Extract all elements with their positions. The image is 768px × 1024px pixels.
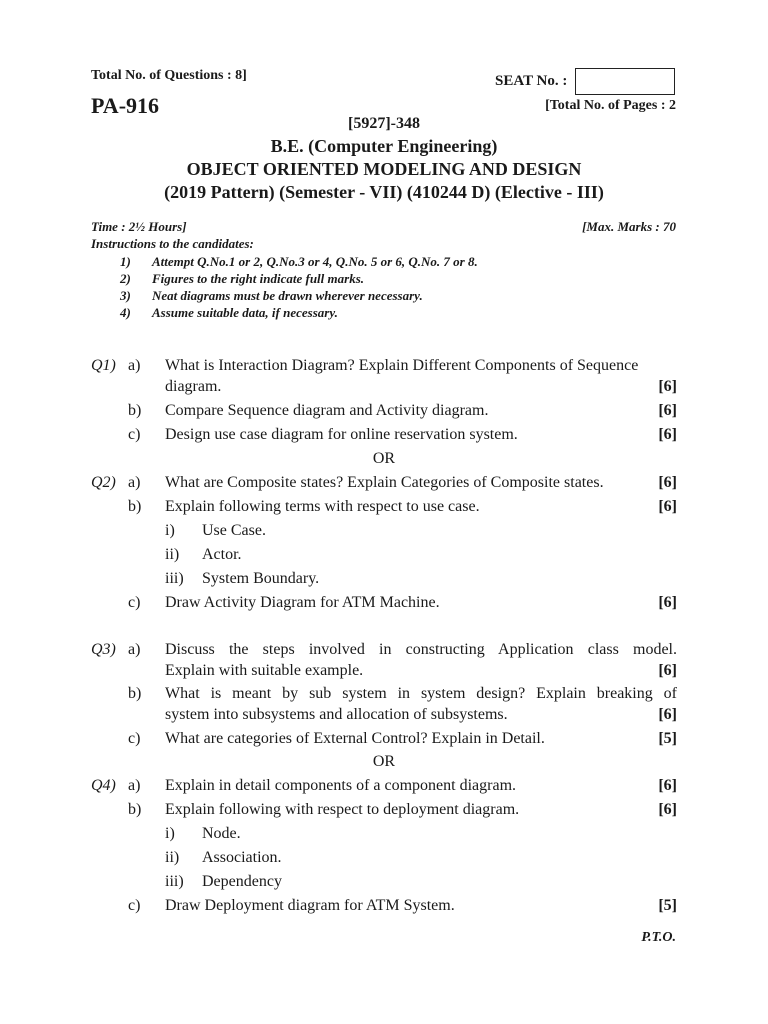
- question-text: What is Interaction Diagram? Explain Different Components of Sequence: [165, 357, 639, 374]
- list-item-number: i): [165, 825, 175, 842]
- marks: [6]: [658, 402, 677, 419]
- marks: [6]: [658, 801, 677, 818]
- time-allowed: Time : 2½ Hours]: [91, 219, 187, 234]
- question-label-q3: Q3): [91, 641, 116, 658]
- marks: [6]: [658, 498, 677, 515]
- marks: [6]: [658, 777, 677, 794]
- instructions-heading: Instructions to the candidates:: [91, 236, 254, 251]
- question-text: Discuss the steps involved in constructing Application class model.: [165, 641, 677, 658]
- total-questions: Total No. of Questions : 8]: [91, 68, 247, 83]
- subquestion-label: b): [128, 498, 142, 515]
- list-item-number: ii): [165, 546, 180, 563]
- question-label-q2: Q2): [91, 474, 116, 491]
- question-text: Explain in detail components of a component diagram.: [165, 777, 517, 794]
- question-text: Design use case diagram for online reservation system.: [165, 426, 518, 443]
- question-label-q4: Q4): [91, 777, 116, 794]
- max-marks: [Max. Marks : 70: [582, 219, 676, 234]
- seat-number-label: SEAT No. :: [495, 73, 568, 89]
- instruction-text: Neat diagrams must be drawn wherever necessary.: [152, 288, 423, 303]
- marks: [6]: [658, 706, 677, 723]
- question-text: system into subsystems and allocation of subsystems.: [165, 706, 508, 723]
- instruction-text: Assume suitable data, if necessary.: [152, 305, 338, 320]
- instruction-number: 2): [120, 271, 131, 286]
- subquestion-label: a): [128, 474, 141, 491]
- list-item: Association.: [202, 849, 282, 866]
- list-item-number: iii): [165, 570, 184, 587]
- question-text: Explain following with respect to deployment diagram.: [165, 801, 520, 818]
- subquestion-label: c): [128, 730, 141, 747]
- exam-code: [5927]-348: [348, 115, 420, 132]
- instruction-number: 4): [120, 305, 131, 320]
- instruction-text: Figures to the right indicate full marks.: [152, 271, 365, 286]
- instruction-number: 1): [120, 254, 131, 269]
- pattern-line: (2019 Pattern) (Semester - VII) (410244 D) (Elective - III): [164, 182, 604, 202]
- marks: [5]: [658, 897, 677, 914]
- question-text: What is meant by sub system in system design? Explain breaking of: [165, 685, 677, 702]
- list-item-number: iii): [165, 873, 184, 890]
- question-text: Draw Activity Diagram for ATM Machine.: [165, 594, 440, 611]
- degree-title: B.E. (Computer Engineering): [270, 136, 498, 156]
- list-item: System Boundary.: [202, 570, 320, 587]
- subject-title: OBJECT ORIENTED MODELING AND DESIGN: [186, 159, 582, 179]
- question-text: Compare Sequence diagram and Activity diagram.: [165, 402, 489, 419]
- paper-code: PA-916: [91, 93, 160, 118]
- subquestion-label: c): [128, 897, 141, 914]
- instruction-text: Attempt Q.No.1 or 2, Q.No.3 or 4, Q.No. 5 or 6, Q.No. 7 or 8.: [152, 254, 478, 269]
- or-divider: OR: [372, 450, 396, 467]
- subquestion-label: a): [128, 641, 141, 658]
- subquestion-label: c): [128, 426, 141, 443]
- total-pages: [Total No. of Pages : 2: [545, 98, 676, 113]
- question-text: What are Composite states? Explain Categories of Composite states.: [165, 474, 604, 491]
- list-item: Node.: [202, 825, 241, 842]
- instruction-number: 3): [120, 288, 131, 303]
- list-item-number: i): [165, 522, 175, 539]
- list-item: Use Case.: [202, 522, 266, 539]
- pto-note: P.T.O.: [641, 930, 676, 945]
- seat-number-box[interactable]: [575, 68, 675, 95]
- question-label-q1: Q1): [91, 357, 116, 374]
- list-item-number: ii): [165, 849, 180, 866]
- question-text: Explain following terms with respect to use case.: [165, 498, 480, 515]
- question-text: What are categories of External Control? Explain in Detail.: [165, 730, 545, 747]
- subquestion-label: a): [128, 777, 141, 794]
- question-text: Draw Deployment diagram for ATM System.: [165, 897, 455, 914]
- list-item: Dependency: [202, 873, 282, 890]
- question-text: diagram.: [165, 378, 222, 395]
- marks: [6]: [658, 594, 677, 611]
- marks: [6]: [658, 474, 677, 491]
- subquestion-label: c): [128, 594, 141, 611]
- subquestion-label: b): [128, 801, 142, 818]
- marks: [5]: [658, 730, 677, 747]
- marks: [6]: [658, 426, 677, 443]
- marks: [6]: [658, 378, 677, 395]
- or-divider: OR: [372, 753, 396, 770]
- question-text: Explain with suitable example.: [165, 662, 364, 679]
- subquestion-label: a): [128, 357, 141, 374]
- subquestion-label: b): [128, 402, 142, 419]
- subquestion-label: b): [128, 685, 142, 702]
- marks: [6]: [658, 662, 677, 679]
- list-item: Actor.: [202, 546, 242, 563]
